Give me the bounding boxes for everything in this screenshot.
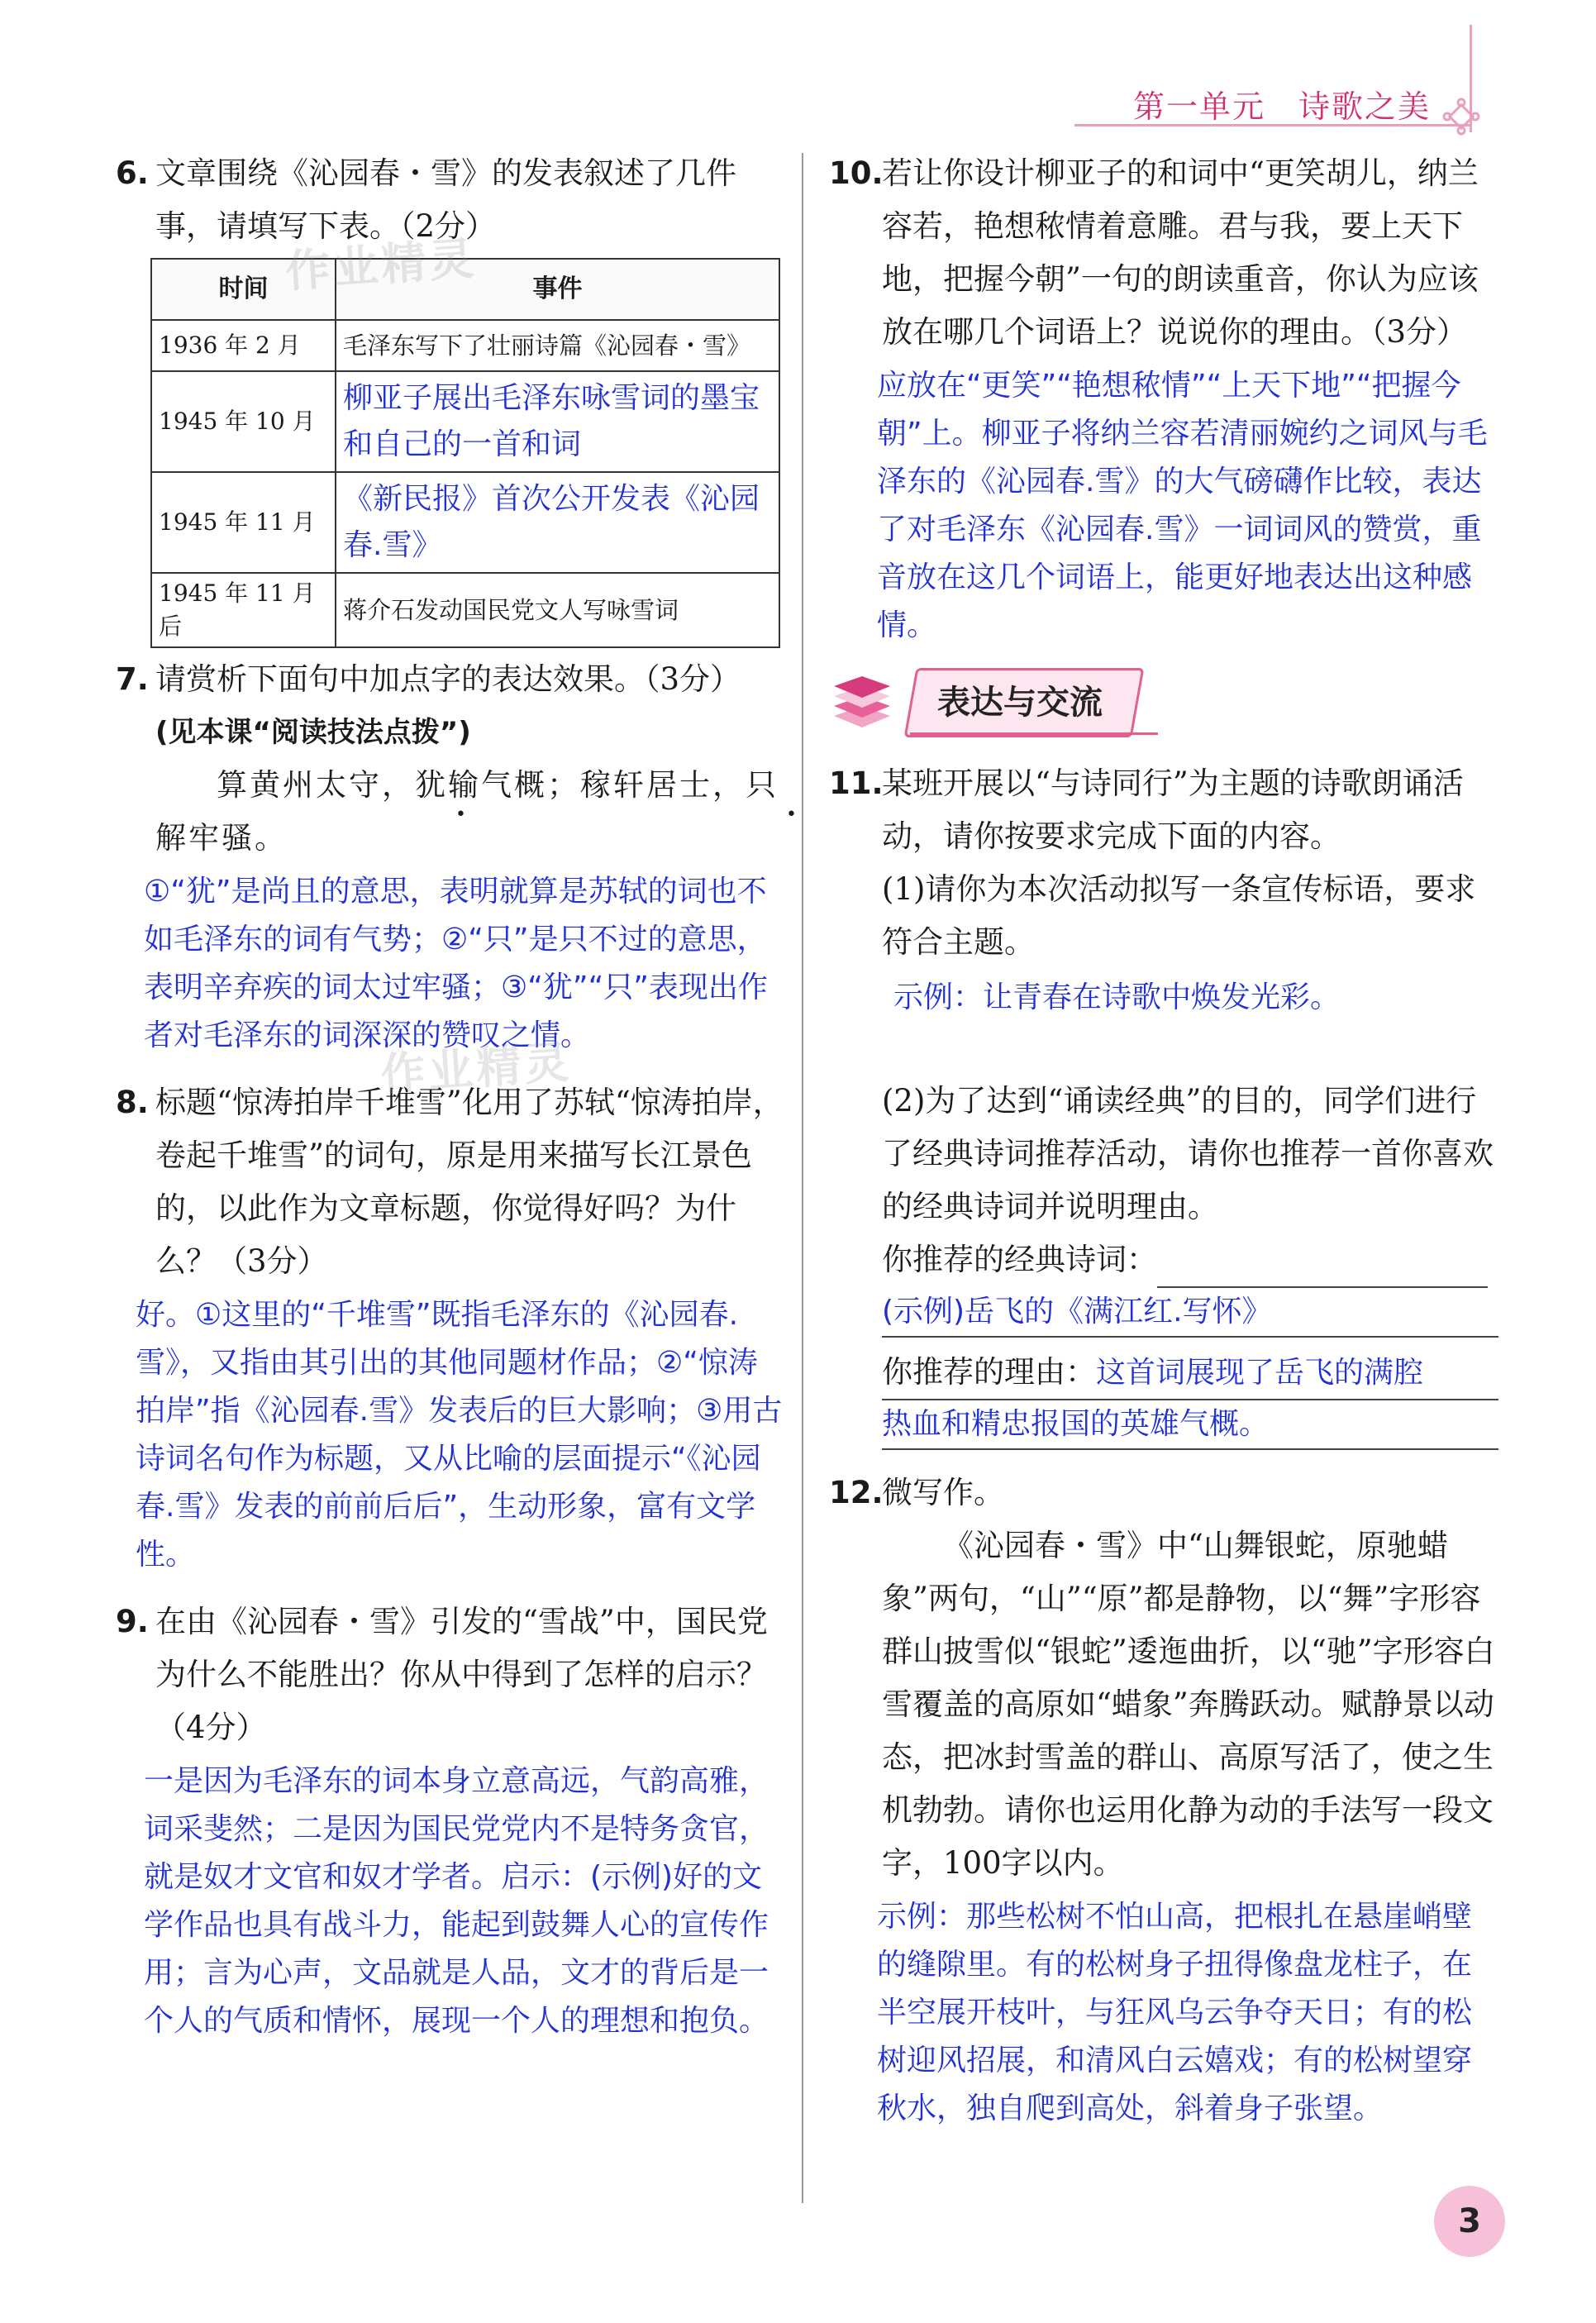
reason-answer: 这首词展现了岳飞的满腔 xyxy=(1096,1356,1424,1390)
table-cell-time: 1936 年 2 月 xyxy=(151,320,336,371)
watermark: 作业精灵 xyxy=(379,1035,574,1102)
question-12 xyxy=(829,1467,1498,1890)
chinese-knot-icon xyxy=(1442,98,1480,136)
table-cell-event-answer: 柳亚子展出毛泽东咏雪词的墨宝和自己的一首和词 xyxy=(336,371,779,472)
table-row xyxy=(151,320,779,371)
answer-q10: 应放在“更笑”“艳想秾情”“上天下地”“把握今朝”上。柳亚子将纳兰容若清丽婉约之词风与毛泽东的《沁园春.雪》的大气磅礴作比较，表达了对毛泽东《沁园春.雪》一词词风的赞赏，重音放在这几个词语上，能更好地表达出这种感情。 xyxy=(877,369,1488,642)
table-cell-time: 1945 年 11 月后 xyxy=(151,573,336,647)
question-text: 某班开展以“与诗同行”为主题的诗歌朗诵活动，请你按要求完成下面的内容。 xyxy=(882,766,1464,854)
question-part-1: (1)请你为本次活动拟写一条宣传标语，要求符合主题。 xyxy=(882,871,1476,960)
quote-text: 算黄州太守，犹输气概；稼轩居士，只解牢骚。 xyxy=(155,767,779,856)
question-8 xyxy=(116,1076,785,1288)
table-header-event: 事件 xyxy=(336,259,779,320)
section-underline xyxy=(910,732,1158,735)
dotted-char: 只 xyxy=(746,767,779,803)
question-part-2: (2)为了达到“诵读经典”的目的，同学们进行了经典诗词推荐活动，请你也推荐一首你喜欢的经典诗词并说明理由。 xyxy=(882,1083,1494,1224)
section-header xyxy=(829,665,1498,739)
question-number: 7. xyxy=(116,661,149,697)
question-7 xyxy=(116,653,785,865)
unit-title: 第一单元 诗歌之美 xyxy=(1132,88,1431,125)
table-cell-event: 蒋介石发动国民党文人写咏雪词 xyxy=(336,573,779,647)
table-header-time: 时间 xyxy=(151,259,336,320)
reason-answer-continued: 热血和精忠报国的英雄气概。 xyxy=(882,1400,1498,1450)
question-10 xyxy=(829,147,1498,359)
events-table xyxy=(150,258,780,648)
answer-q12: 示例：那些松树不怕山高，把根扎在悬崖峭壁的缝隙里。有的松树身子扭得像盘龙柱子，在半空展开枝叶，与狂风乌云争夺天日；有的松树迎风招展，和清风白云嬉戏；有的松树望穿秋水，独自爬到高处，斜着身子张望。 xyxy=(877,1900,1473,2125)
reason-label: 你推荐的理由： xyxy=(882,1354,1096,1390)
poem-answer: (示例)岳飞的《满江红.写怀》 xyxy=(882,1288,1498,1338)
table-row xyxy=(151,573,779,647)
reason-line xyxy=(882,1346,1498,1400)
question-11 xyxy=(829,757,1498,1450)
column-divider xyxy=(802,153,803,2203)
question-text: 文章围绕《沁园春・雪》的发表叙述了几件事，请填写下表。（2分） xyxy=(155,155,736,244)
question-number: 6. xyxy=(116,155,149,191)
poem-blank xyxy=(1157,1233,1488,1288)
answer-q8: 好。①这里的“千堆雪”既指毛泽东的《沁园春.雪》，又指由其引出的其他同题材作品；②“惊涛拍岸”指《沁园春.雪》发表后的巨大影响；③用古诗词名句作为标题，又从比喻的层面提示“《沁园春.雪》发表的前前后后”，生动形象，富有文学性。 xyxy=(136,1298,783,1572)
table-cell-event-answer: 《新民报》首次公开发表《沁园春.雪》 xyxy=(336,472,779,573)
question-number: 12. xyxy=(829,1475,884,1510)
dotted-char: 犹 xyxy=(415,767,448,803)
question-text: 标题“惊涛拍岸千堆雪”化用了苏轼“惊涛拍岸，卷起千堆雪”的词句，原是用来描写长江景色的，以此作为文章标题，你觉得好吗？为什么？（3分） xyxy=(155,1085,784,1279)
table-cell-time: 1945 年 10 月 xyxy=(151,371,336,472)
answer-q11-part-1: 示例：让青春在诗歌中焕发光彩。 xyxy=(893,980,1341,1014)
page-number: 3 xyxy=(1434,2186,1505,2257)
question-text: 请赏析下面句中加点字的表达效果。（3分） xyxy=(155,661,741,697)
question-number: 9. xyxy=(116,1604,149,1639)
question-text: 在由《沁园春・雪》引发的“雪战”中，国民党为什么不能胜出？你从中得到了怎样的启示？（4分） xyxy=(155,1604,768,1745)
poem-label: 你推荐的经典诗词： xyxy=(882,1242,1157,1277)
question-9 xyxy=(116,1596,785,1754)
table-row xyxy=(151,472,779,573)
books-icon xyxy=(829,670,895,736)
right-column xyxy=(829,147,1498,2133)
question-number: 11. xyxy=(829,766,884,801)
answer-q7: ①“犹”是尚且的意思，表明就算是苏轼的词也不如毛泽东的词有气势；②“只”是只不过的意思，表明辛弃疾的词太过牢骚；③“犹”“只”表现出作者对毛泽东的词深深的赞叹之情。 xyxy=(144,875,768,1052)
question-text: 若让你设计柳亚子的和词中“更笑胡儿，纳兰容若，艳想秾情着意雕。君与我，要上天下地，把握今朝”一句的朗读重音，你认为应该放在哪几个词语上？说说你的理由。（3分） xyxy=(882,155,1479,350)
reference-note: (见本课“阅读技法点拨”) xyxy=(155,716,471,749)
poem-line xyxy=(882,1233,1498,1288)
question-title: 微写作。 xyxy=(882,1475,1004,1510)
table-cell-event: 毛泽东写下了壮丽诗篇《沁园春・雪》 xyxy=(336,320,779,371)
question-text: 《沁园春・雪》中“山舞银蛇，原驰蜡象”两句，“山”“原”都是静物，以“舞”字形容群山披雪似“银蛇”逶迤曲折，以“驰”字形容白雪覆盖的高原如“蜡象”奔腾跃动。赋静景以动态，把冰封雪盖的群山、高原写活了，使之生机勃勃。请你也运用化静为动的手法写一段文字，100字以内。 xyxy=(882,1528,1495,1881)
section-title: 表达与交流 xyxy=(904,668,1145,737)
question-number: 8. xyxy=(116,1085,149,1120)
question-number: 10. xyxy=(829,155,884,191)
table-row xyxy=(151,371,779,472)
table-cell-time: 1945 年 11 月 xyxy=(151,472,336,573)
answer-q9: 一是因为毛泽东的词本身立意高远，气韵高雅，词采斐然；二是因为国民党党内不是特务贪官，就是奴才文官和奴才学者。启示：(示例)好的文学作品也具有战斗力，能起到鼓舞人心的宣传作用；言为心声，文品就是人品，文才的背后是一个人的气质和情怀，展现一个人的理想和抱负。 xyxy=(144,1764,769,2038)
watermark: 作业精灵 xyxy=(283,231,479,298)
